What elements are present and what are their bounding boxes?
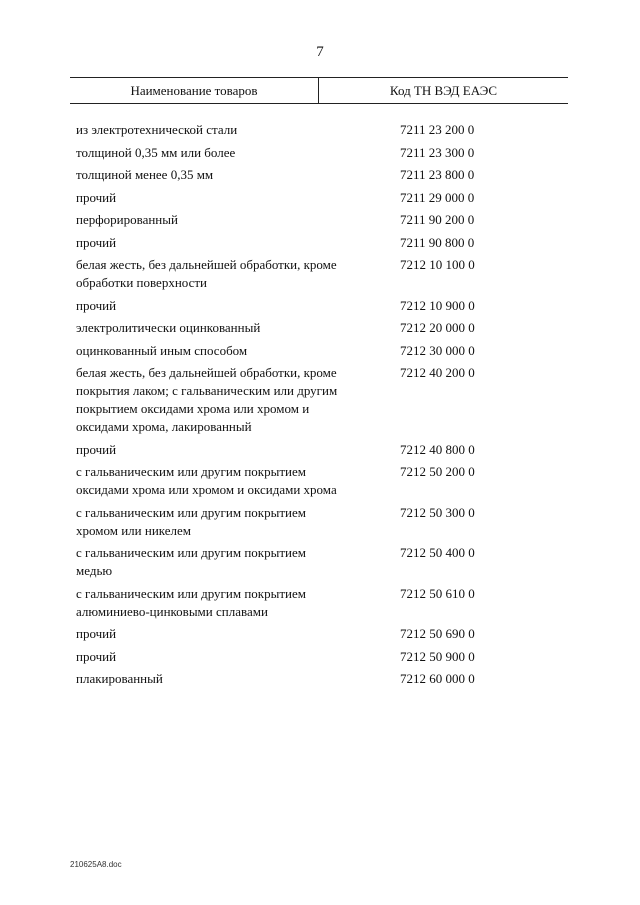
page-number: 7 <box>316 44 324 60</box>
tn-ved-code: 7212 50 610 0 <box>400 585 475 601</box>
document-footer: 210625A8.doc <box>70 860 122 869</box>
tn-ved-code: 7211 29 000 0 <box>400 189 475 205</box>
table-row <box>0 585 640 621</box>
goods-name: с гальваническим или другим покрытием алюминиево-цинковыми сплавами <box>76 585 306 619</box>
goods-name: с гальваническим или другим покрытием хромом или никелем <box>76 504 306 538</box>
goods-name: прочий <box>76 441 117 457</box>
tn-ved-code: 7211 90 200 0 <box>400 212 475 227</box>
table-row <box>0 297 640 315</box>
table-row <box>0 144 640 162</box>
table-row <box>0 364 640 436</box>
tn-ved-code: 7212 40 200 0 <box>400 365 475 380</box>
goods-name: толщиной 0,35 мм или более <box>76 144 236 160</box>
header-code: Код ТН ВЭД ЕАЭС <box>389 83 498 98</box>
goods-name: прочий <box>76 626 117 641</box>
goods-name: перфорированный <box>76 212 178 227</box>
tn-ved-code: 7212 50 300 0 <box>400 504 475 520</box>
table-row <box>0 121 640 139</box>
table-row <box>0 463 640 499</box>
tn-ved-code: 7212 30 000 0 <box>400 342 475 358</box>
goods-name: с гальваническим или другим покрытием медью <box>76 545 306 578</box>
tn-ved-code: 7212 50 690 0 <box>400 626 475 641</box>
goods-list <box>0 121 640 693</box>
goods-name: плакированный <box>76 671 163 686</box>
tn-ved-code: 7212 10 900 0 <box>400 297 475 313</box>
goods-name: прочий <box>76 648 117 664</box>
table-row <box>0 211 640 229</box>
header-goods-name: Наименование товаров <box>70 78 319 103</box>
goods-name: прочий <box>76 234 117 250</box>
table-row <box>0 504 640 540</box>
table-row <box>0 189 640 207</box>
goods-name: оцинкованный иным способом <box>76 342 248 358</box>
tn-ved-code: 7211 23 300 0 <box>400 144 475 160</box>
tn-ved-code: 7212 40 800 0 <box>400 441 475 457</box>
table-row <box>0 625 640 643</box>
table-row <box>0 544 640 580</box>
tn-ved-code: 7212 50 200 0 <box>400 464 475 479</box>
table-row <box>0 670 640 688</box>
goods-name: толщиной менее 0,35 мм <box>76 167 214 182</box>
table-row <box>0 166 640 184</box>
table-row <box>0 441 640 459</box>
table-row <box>0 648 640 666</box>
goods-name: электролитически оцинкованный <box>76 320 261 335</box>
goods-name: прочий <box>76 189 117 205</box>
tn-ved-code: 7212 10 100 0 <box>400 257 475 272</box>
tn-ved-code: 7211 90 800 0 <box>400 234 475 250</box>
tn-ved-code: 7212 20 000 0 <box>400 320 475 335</box>
tn-ved-code: 7212 60 000 0 <box>400 671 475 686</box>
tn-ved-code: 7211 23 800 0 <box>400 167 475 182</box>
goods-name: белая жесть, без дальнейшей обработки, кроме обработки поверхности <box>76 257 337 290</box>
goods-name: прочий <box>76 297 117 313</box>
table-row <box>0 234 640 252</box>
table-row <box>0 319 640 337</box>
tn-ved-code: 7212 50 400 0 <box>400 545 475 560</box>
table-row <box>0 342 640 360</box>
goods-name: белая жесть, без дальнейшей обработки, кроме покрытия лаком; с гальваническим или другим покрытием оксидами хрома или хромом и оксидами хрома, лакированный <box>76 365 338 434</box>
table-header <box>70 77 568 104</box>
tn-ved-code: 7212 50 900 0 <box>400 648 475 664</box>
tn-ved-code: 7211 23 200 0 <box>400 122 475 137</box>
table-row <box>0 256 640 292</box>
goods-name: из электротехнической стали <box>76 122 238 137</box>
goods-name: с гальваническим или другим покрытием оксидами хрома или хромом и оксидами хрома <box>76 464 337 497</box>
